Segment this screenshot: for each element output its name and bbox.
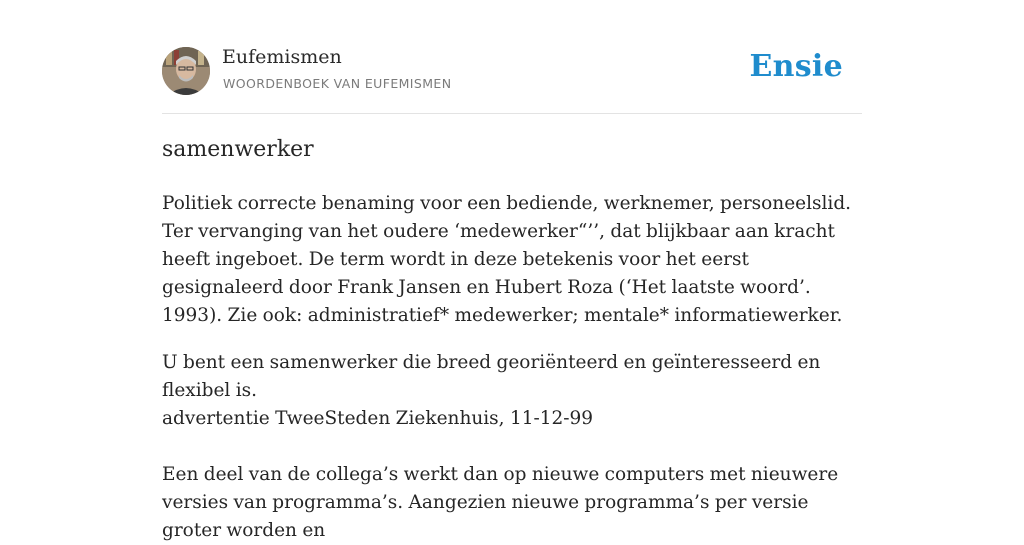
brand-logo[interactable]: Ensie bbox=[749, 49, 843, 84]
author-avatar[interactable] bbox=[162, 47, 210, 95]
entry-definition: Politiek correcte benaming voor een bediende, werknemer, personeelslid. Ter vervanging van het oudere ‘medewerker“’’, dat blijkbaar aan kracht heeft ingeboet. De term wordt in deze betekenis voor het eerst gesignaleerd door Frank Jansen en Hubert Roza (‘Het laatste woord’. 1993). Zie ook: administratief* medewerker; mentale* informatiewerker. bbox=[162, 193, 852, 326]
page-header bbox=[162, 46, 862, 96]
example-quote-2: Een deel van de collega’s werkt dan op nieuwe computers met nieuwere versies van programma’s. Aangezien nieuwe programma’s per versie groter worden en bbox=[162, 464, 839, 541]
example-quote: U bent een samenwerker die breed georiënteerd en geïnteresseerd en flexibel is. bbox=[162, 352, 821, 401]
source-name-link[interactable]: Eufemismen bbox=[222, 46, 342, 68]
entry-headword: samenwerker bbox=[162, 137, 314, 162]
header-divider bbox=[162, 113, 862, 114]
example-source: advertentie TweeSteden Ziekenhuis, 11-12-99 bbox=[162, 408, 594, 429]
source-subtitle: WOORDENBOEK VAN EUFEMISMEN bbox=[223, 76, 452, 91]
